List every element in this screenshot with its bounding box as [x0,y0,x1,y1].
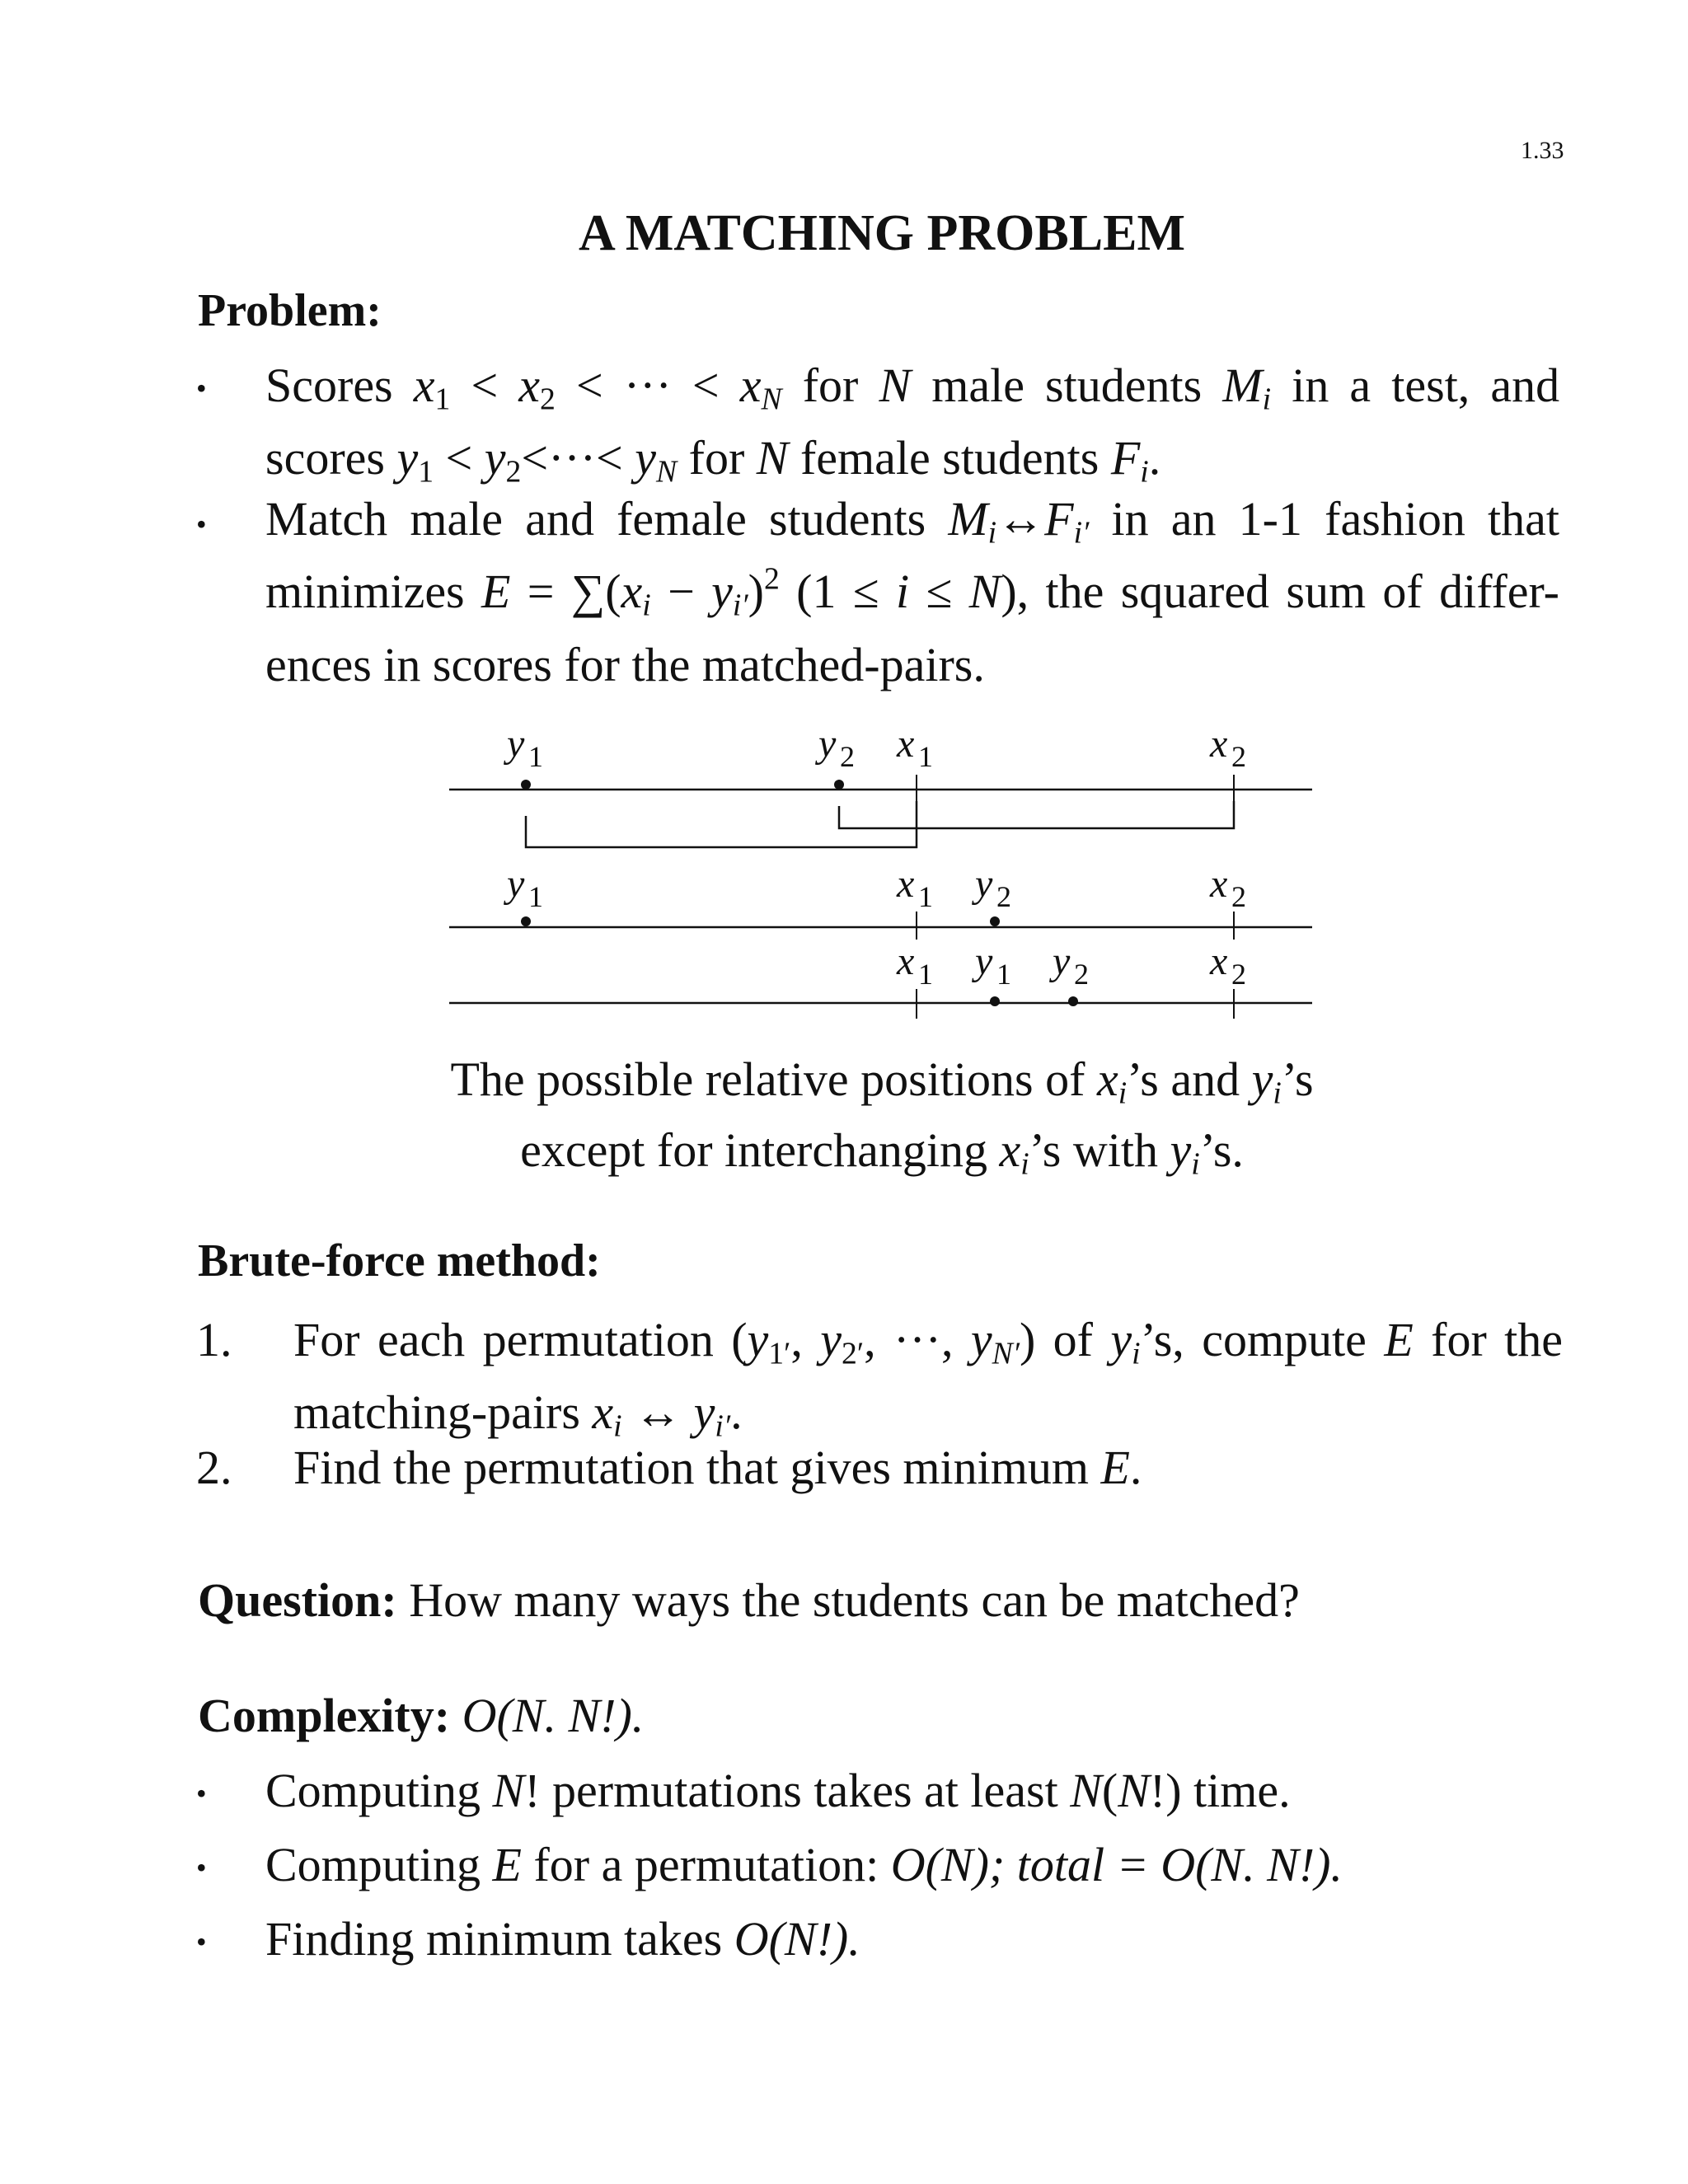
range: (1 ≤ [796,565,879,619]
complexity [198,1686,644,1746]
var-M: M [948,492,988,546]
sub: i [1262,382,1272,417]
var-N: N [1070,1764,1102,1817]
step-2 [293,1438,1142,1497]
word: ), the squared sum of differ- [1001,565,1559,619]
point-y2 [834,780,844,790]
sub: i [1273,1076,1282,1111]
label-y: y [507,722,525,766]
label-y: y [975,862,993,906]
var-x: x [999,1123,1021,1178]
var-y: y [711,565,733,619]
var-N: N [968,565,1001,619]
label-y: y [507,862,525,906]
label-sub: 2 [1231,958,1246,991]
label-x: x [897,862,915,906]
sup: 2 [763,561,780,597]
bullet-marker: • [196,1925,207,1958]
var-x: x [413,359,435,412]
caption-line-2 [0,1122,1688,1193]
var-y: y [693,1385,715,1440]
var-x: x [621,565,643,619]
question [198,1571,1300,1630]
var-y: y [484,431,506,485]
var-N: N [492,1764,525,1817]
word: ’s [1281,1052,1314,1106]
bullet-marker: • [196,1851,207,1884]
var-E: E [481,565,511,619]
word: matching-pairs [293,1385,580,1440]
step-1 [293,1310,1563,1456]
label-y: y [818,722,837,766]
brute-force-heading: Brute-force method: [198,1235,601,1286]
word: in a test, and [1292,359,1560,412]
step-1-line-1: For each permutation ($y_{1'}$, $y_{2'}$, ···, $y_{N'}$) of $y_i’s$, compute E for the [293,1313,1564,1371]
label-y: y [975,940,993,983]
dots: ··· [893,1313,941,1366]
var-i: i [895,565,910,619]
label-sub: 1 [528,880,543,913]
dots: ··· [623,359,672,412]
point-y2 [1068,996,1078,1006]
label-sub: 2 [1231,740,1246,773]
word: for the [1431,1313,1564,1366]
sub: N [656,454,678,490]
point-y1 [990,996,1000,1006]
word: Finding minimum takes [265,1912,723,1966]
point-y1 [521,780,531,790]
word: The possible relative positions of [450,1052,1085,1106]
label-sub: 2 [1074,958,1089,991]
var-y: y [970,1313,992,1366]
sub: i′ [732,588,748,623]
label-sub: 1 [918,880,933,913]
problem-bullet-2-line-2: minimizes $E = \sum(x_i - y_{i'})^2$ (1 ≤ i ≤ N), the squared sum of differ- [265,561,1559,623]
label-x: x [897,940,915,983]
sub: i [987,515,997,551]
arrow: ↔ [996,492,1045,546]
sub: 2 [505,454,522,490]
word: !) time. [1149,1764,1291,1817]
var-x: x [739,359,762,412]
match-bracket-y1-x1 [526,801,917,847]
var-N: N [1118,1764,1150,1817]
word: female students [799,431,1100,485]
word: O(N); total = O(N. N!). [890,1838,1343,1891]
var-y: y [820,1313,842,1366]
word: O(N!). [734,1912,860,1966]
label-x: x [1210,862,1228,906]
word: For each permutation ( [293,1313,748,1366]
var-y: y [747,1313,769,1366]
lt: < [575,359,603,412]
complexity-value: O(N. N!). [462,1689,645,1742]
lt: < [445,431,473,485]
var-F: F [1110,431,1141,485]
lt: < [692,359,720,412]
word: ’s, compute [1140,1313,1367,1366]
sub: i [1140,454,1149,490]
var-y: y [1110,1313,1132,1366]
match-bracket-y2-x2 [839,801,1234,828]
complexity-bullet-3 [265,1910,860,1969]
var-F: F [1044,492,1074,546]
dots: ··· [548,431,597,485]
var-y: y [1170,1123,1192,1178]
label-sub: 2 [1231,880,1246,913]
var-M: M [1222,359,1263,412]
word: scores [265,431,385,485]
sub: i [1118,1076,1128,1111]
sub: i [642,588,651,623]
label-sub: 1 [528,740,543,773]
lt: < [521,431,549,485]
step-2-number: 2. [196,1441,232,1494]
label-y: y [1053,940,1071,983]
word: ’s with [1029,1123,1158,1178]
sub: i′ [1073,515,1090,551]
sub: 1 [418,454,434,490]
word: for [688,431,745,485]
word: ( [1101,1764,1118,1817]
label-sub: 1 [918,958,933,991]
word: Computing [265,1764,481,1817]
label-sub: 2 [840,740,855,773]
point-y2 [990,916,1000,926]
complexity-bullet-1 [265,1761,1291,1821]
page-number: 1.33 [1521,137,1564,164]
sub: i [613,1408,622,1444]
complexity-bullet-2 [265,1835,1343,1895]
label-x: x [1210,722,1228,766]
var-x: x [1096,1052,1118,1106]
problem-bullet-2-line-3: ences in scores for the matched-pairs. [265,637,985,691]
word: ! permutations takes at least [524,1764,1058,1817]
period: . [730,1385,743,1440]
word: Find the permutation that gives minimum [293,1441,1089,1494]
bullet-marker: • [196,372,207,405]
problem-heading: Problem: [198,285,382,336]
page-title: A MATCHING PROBLEM [579,205,1185,261]
var-N: N [879,359,912,412]
complexity-heading: Complexity: [198,1689,451,1742]
var-y: y [635,431,656,485]
word: in an 1-1 fashion that [1111,492,1560,546]
step-1-number: 1. [196,1313,232,1366]
problem-bullet-1-line-1 [265,356,1559,429]
var-N: N [756,431,789,485]
word: Match male and female students [265,492,926,546]
comma: , [790,1313,803,1366]
label-sub: 1 [918,740,933,773]
word: for a permutation: [533,1838,879,1891]
comma: , [864,1313,876,1366]
sub: 1 [434,382,451,417]
var-y: y [1251,1052,1273,1106]
var-E: E [1384,1313,1414,1366]
positions-figure [0,709,1688,1038]
caption-line-1 [0,1051,1688,1122]
period: . [1148,431,1161,485]
word: minimizes [265,565,465,619]
period: . [1129,1441,1142,1494]
word: for [802,359,859,412]
var-x: x [518,359,541,412]
question-heading: Question: [198,1573,397,1627]
label-x: x [1210,940,1228,983]
sub: i [1191,1146,1200,1182]
word: ’s and [1127,1052,1240,1106]
var-y: y [396,431,419,485]
var-E: E [1100,1441,1130,1494]
arrow: ↔ [634,1385,682,1440]
problem-bullet-2 [265,490,1559,695]
comma: , [940,1313,954,1366]
word: male students [931,359,1203,412]
sub: i [1132,1336,1141,1371]
figure-caption [0,1051,1688,1193]
label-sub: 1 [996,958,1011,991]
word: Scores [265,359,393,412]
point-y1 [521,916,531,926]
label-x: x [897,722,915,766]
word: ) of [1019,1313,1093,1366]
word: ’s. [1199,1123,1244,1178]
sub: 2 [540,382,556,417]
eq: = [527,565,555,619]
bullet-marker: • [196,508,207,541]
le: ≤ [926,565,953,619]
sub: N [761,382,782,417]
var-E: E [492,1838,522,1891]
lt: < [471,359,499,412]
problem-bullet-1 [265,356,1559,502]
sub: i [1020,1146,1029,1182]
sigma: ∑ [570,565,606,619]
sub: i′ [715,1408,731,1444]
label-sub: 2 [996,880,1011,913]
lt: < [596,431,623,485]
question-text: How many ways the students can be matched? [409,1573,1300,1627]
word: except for interchanging [520,1123,987,1178]
word: Computing [265,1838,481,1891]
bullet-marker: • [196,1777,207,1810]
var-x: x [592,1385,614,1440]
problem-bullet-2-line-1 [265,490,1559,562]
